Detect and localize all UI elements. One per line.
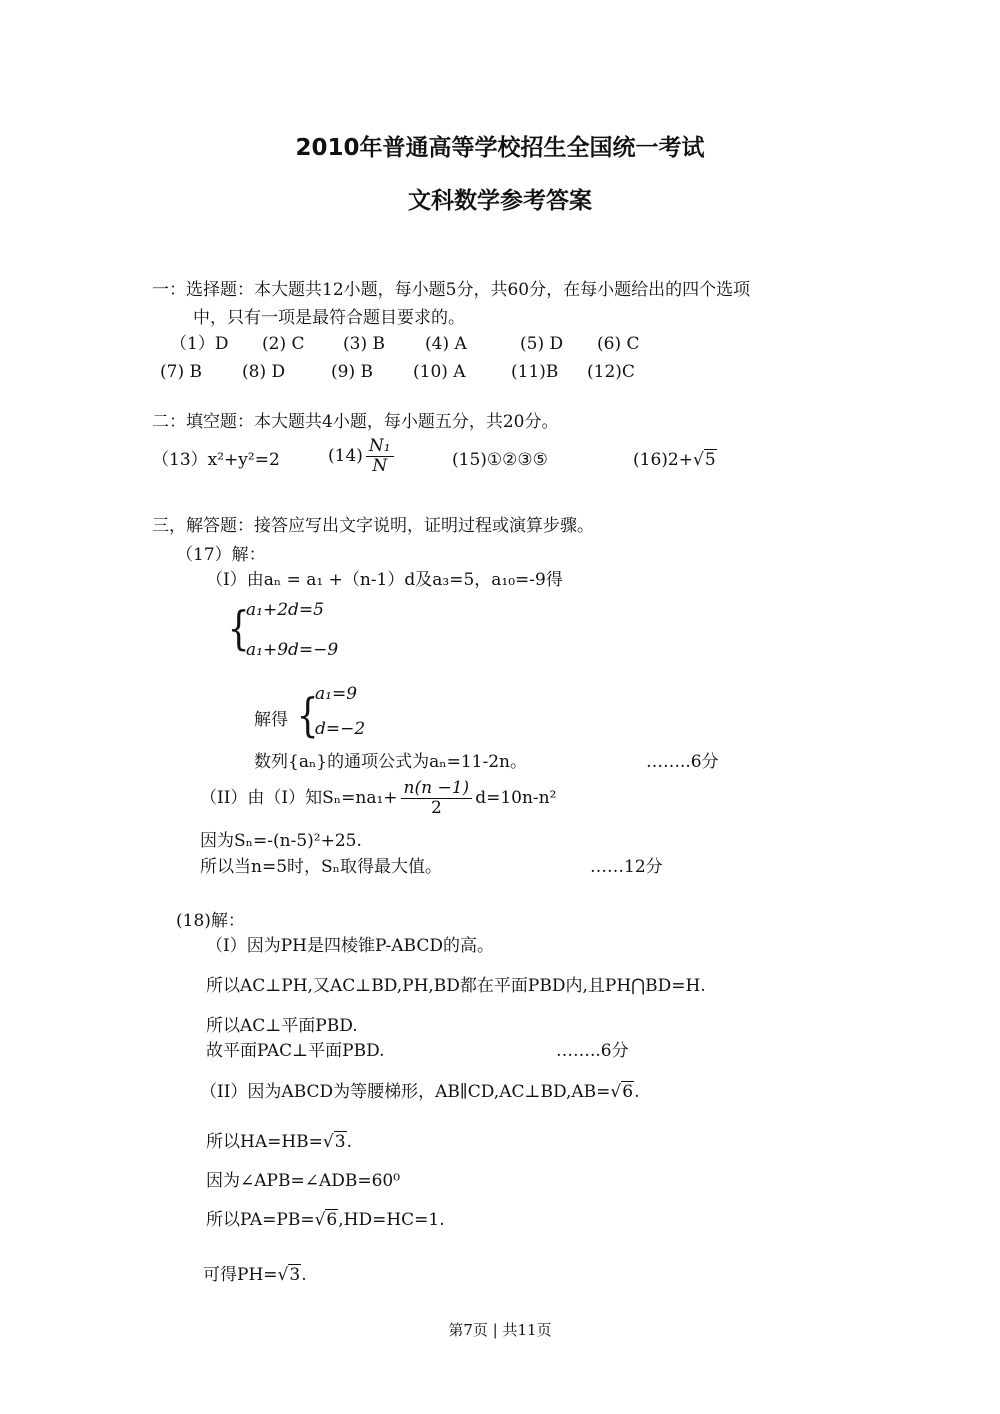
proof-line: 故平面PAC⊥平面PBD.	[206, 1041, 385, 1061]
brace-icon: {	[227, 601, 250, 655]
radicand: 6	[326, 1210, 338, 1230]
score-note: ……..6分	[646, 752, 719, 772]
brace-icon: {	[296, 688, 319, 742]
problem-18-part-1: （I）因为PH是四棱锥P-ABCD的高。	[206, 936, 494, 956]
choice-answer: (8) D	[242, 362, 286, 382]
fraction-numerator: N₁	[366, 437, 394, 457]
radicand: 3	[334, 1132, 346, 1152]
proof-line: 所以AC⊥平面PBD.	[206, 1016, 358, 1036]
conclusion-line: 所以当n=5时，Sₙ取得最大值。	[200, 857, 443, 877]
choice-answer: (3) B	[343, 334, 385, 354]
section-1-heading-cont: 中，只有一项是最符合题目要求的。	[193, 308, 465, 328]
text-run: .	[346, 1132, 352, 1152]
text-run: d=10n-n²	[475, 788, 557, 809]
equation: a₁=9	[315, 684, 358, 704]
sqrt-symbol: √3	[322, 1132, 346, 1152]
choice-answer: (9) B	[331, 362, 373, 382]
answer-expression: x²+y²=2	[207, 450, 280, 470]
choice-answer: (10) A	[413, 362, 466, 382]
proof-line	[206, 1133, 352, 1153]
general-formula: 数列{aₙ}的通项公式为aₙ=11-2n。	[254, 752, 527, 772]
text-run: （II）由（I）知Sₙ=na₁+	[200, 788, 398, 809]
problem-17-label: （17）解：	[176, 545, 266, 565]
proof-line	[203, 1266, 307, 1286]
fraction-denominator: 2	[430, 797, 442, 818]
text-run: .	[301, 1265, 307, 1285]
score-note: ……12分	[590, 857, 663, 877]
problem-17-part-1: （I）由aₙ = a₁ +（n-1）d及a₃=5，a₁₀=-9得	[206, 570, 563, 590]
text-run: .	[634, 1082, 640, 1102]
sqrt-symbol: √6	[610, 1082, 634, 1102]
text-run: 所以HA=HB=	[206, 1132, 323, 1152]
fill-answer-13	[152, 451, 280, 471]
choice-answer: (4) A	[425, 334, 467, 354]
choice-answer: (5) D	[520, 334, 564, 354]
radicand: 5	[704, 450, 716, 470]
proof-line	[206, 1211, 445, 1231]
proof-line: 因为∠APB=∠ADB=60⁰	[206, 1171, 401, 1191]
text-run: （II）因为ABCD为等腰梯形，AB∥CD,AC⊥BD,AB=	[200, 1082, 611, 1102]
because-line: 因为Sₙ=-(n-5)²+25.	[200, 831, 362, 851]
text-run: 所以PA=PB=	[206, 1210, 315, 1230]
radicand: 6	[622, 1082, 634, 1102]
equation: d=−2	[315, 719, 366, 739]
equation: a₁+9d=−9	[246, 640, 339, 660]
choice-answer: (6) C	[597, 334, 640, 354]
fraction	[401, 779, 473, 818]
page-footer: 第7页 | 共11页	[448, 1321, 552, 1339]
choice-answer: （1）D	[170, 334, 229, 354]
answer-number: （13）	[152, 450, 208, 470]
fraction	[366, 437, 394, 476]
answer-number: (14)	[328, 446, 363, 467]
problem-18-label: (18)解：	[176, 911, 245, 931]
equation: a₁+2d=5	[246, 600, 324, 620]
fill-answer-15: (15)①②③⑤	[452, 450, 548, 470]
radicand: 3	[289, 1265, 301, 1285]
sqrt-symbol: √6	[314, 1210, 338, 1230]
choice-answer: (7) B	[160, 362, 202, 382]
sqrt-symbol: √5	[692, 450, 716, 470]
section-3-heading: 三，解答题：接答应写出文字说明，证明过程或演算步骤。	[152, 516, 594, 536]
section-2-heading: 二：填空题：本大题共4小题，每小题五分，共20分。	[152, 412, 559, 432]
answer-number: (16)2+	[633, 450, 693, 470]
fill-answer-16	[633, 451, 717, 471]
text-run: ,HD=HC=1.	[338, 1210, 445, 1230]
page-title: 2010年普通高等学校招生全国统一考试	[295, 135, 705, 161]
fill-answer-14	[328, 437, 397, 476]
choice-answer: (2) C	[262, 334, 305, 354]
choice-answer: (11)B	[511, 362, 559, 382]
page-subtitle: 文科数学参考答案	[408, 188, 592, 214]
section-1-heading: 一：选择题：本大题共12小题，每小题5分，共60分，在每小题给出的四个选项	[152, 280, 751, 300]
sqrt-symbol: √3	[277, 1265, 301, 1285]
score-note: ……..6分	[556, 1041, 629, 1061]
problem-17-part-2	[200, 779, 556, 818]
fraction-denominator: N	[372, 455, 388, 476]
proof-line: 所以AC⊥PH,又AC⊥BD,PH,BD都在平面PBD内,且PH⋂BD=H.	[206, 976, 706, 996]
problem-18-part-2	[200, 1083, 640, 1103]
text-run: 可得PH=	[203, 1265, 278, 1285]
solve-label: 解得	[254, 710, 288, 730]
choice-answer: (12)C	[587, 362, 635, 382]
fraction-numerator: n(n −1)	[401, 779, 473, 799]
